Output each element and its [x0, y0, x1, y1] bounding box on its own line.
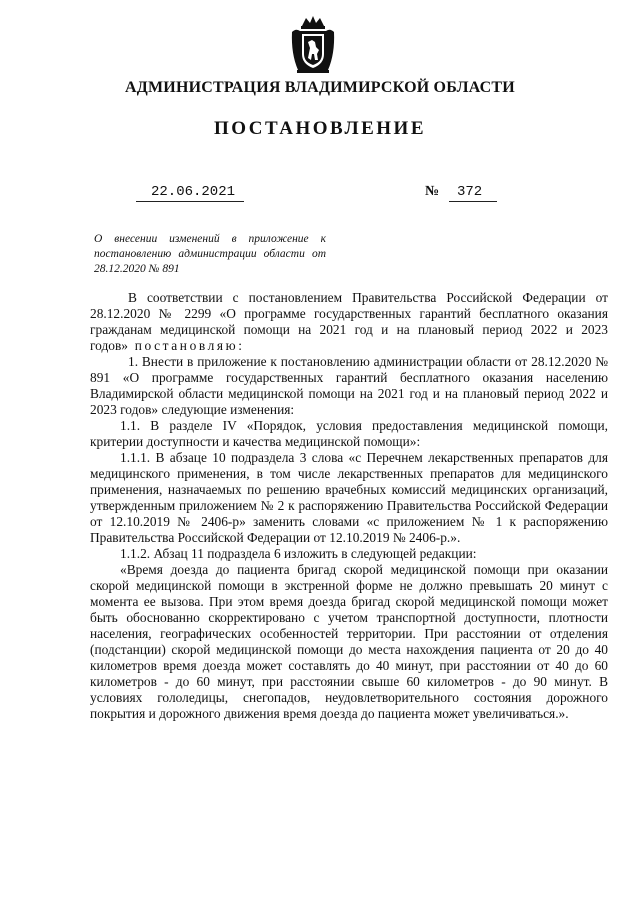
document-subject: О внесении изменений в приложение к постановлению администрации области от 28.12.2020 № 891: [94, 233, 326, 275]
preamble-text: В соответствии с постановлением Правительства Российской Федерации от 28.12.2020 № 2299 «О программе государственных гарантий бесплатного оказания гражданам медицинской помощи на 2021 год и на плановый период 2022 и 2023 годов»: [90, 290, 608, 353]
document-type: ПОСТАНОВЛЕНИЕ: [213, 118, 427, 139]
date-underline: [136, 201, 244, 202]
organization-name: АДМИНИСТРАЦИЯ ВЛАДИМИРСКОЙ ОБЛАСТИ: [125, 79, 515, 96]
item-1-1-1: 1.1.1. В абзаце 10 подраздела 3 слова «с Перечнем лекарственных препаратов для медицинского применения, в том числе лекарственных препаратов для медицинского применения, назначаемых по решению врачебных комиссий медицинских организаций, утвержденным приложением № 2 к распоряжению Правительства Российской Федерации от 12.10.2019 № 2406-р» заменить словами «с приложением № 1 к распоряжению Правительства Российской Федерации от 12.10.2019 № 2406-р.».: [90, 450, 608, 545]
number-sign: №: [425, 184, 440, 199]
document-number: 372: [457, 184, 483, 200]
item-1: 1. Внести в приложение к постановлению администрации области от 28.12.2020 № 891 «О программе государственных гарантий бесплатного оказания населению Владимирской области медицинской помощи на 2021 год и на плановый период 2022 и 2023 годов» следующие изменения:: [90, 354, 608, 417]
number-underline: [449, 201, 497, 202]
preamble-paragraph: [90, 290, 608, 354]
resolve-word: постановляю:: [134, 338, 245, 353]
document-date: 22.06.2021: [151, 184, 236, 200]
coat-of-arms-icon: [288, 14, 338, 76]
item-1-1: 1.1. В разделе IV «Порядок, условия предоставления медицинской помощи, критерии доступности и качества медицинской помощи»:: [90, 418, 608, 449]
quoted-paragraph: «Время доезда до пациента бригад скорой медицинской помощи при оказании скорой медицинской помощи в экстренной форме не должно превышать 20 минут с момента ее вызова. При этом время доезда бригад скорой медицинской помощи может быть обоснованно скорректировано с учетом транспортной доступности, плотности населения, географических особенностей территории. При расстоянии от отделения (подстанции) скорой медицинской помощи до места нахождения пациента от 20 до 40 километров время доезда может составлять до 40 минут, при расстоянии от 40 до 60 километров - до 60 минут, при расстоянии свыше 60 километров - до 90 минут. В условиях гололедицы, снегопадов, неудовлетворительного состояния дорожного покрытия и дорожного движения время доезда до пациента может увеличиваться.».: [90, 562, 608, 721]
document-body: [90, 290, 608, 722]
item-1-1-2: 1.1.2. Абзац 11 подраздела 6 изложить в следующей редакции:: [120, 546, 477, 561]
